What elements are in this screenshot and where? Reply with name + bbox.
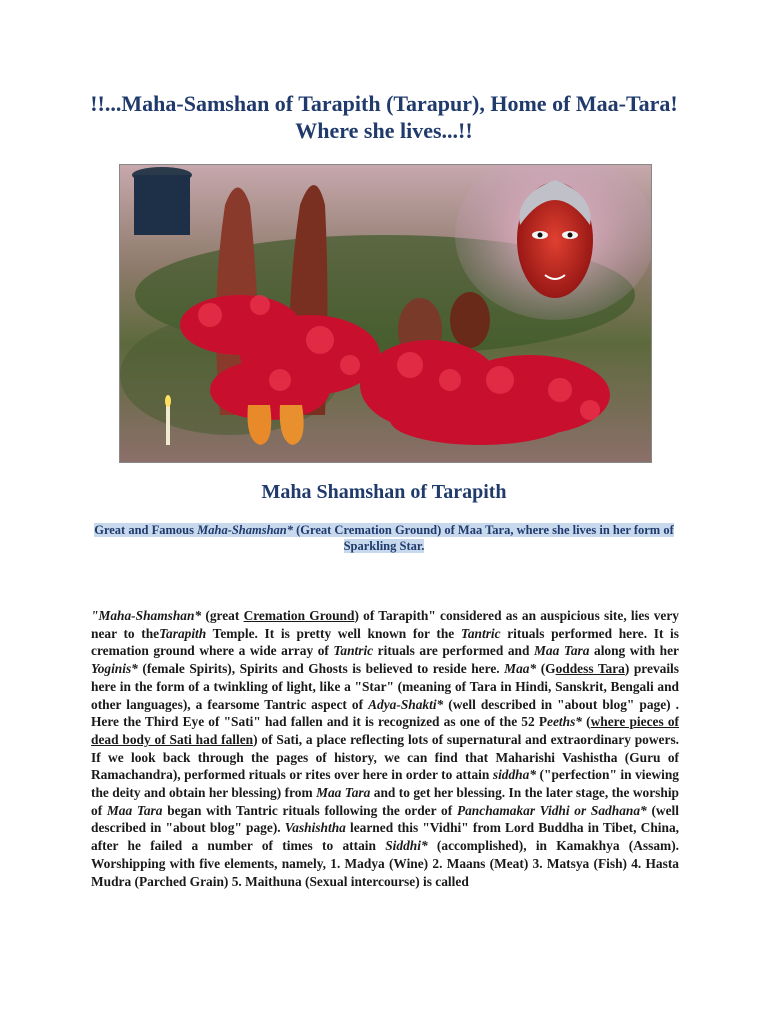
term-peeths: eeths* [547, 714, 582, 730]
term-tantric: Tantric [460, 625, 501, 641]
term-siddhi: Siddhi* [385, 838, 428, 854]
caption-text: Great and Famous [94, 523, 198, 537]
term-maha-shamshan: Maha-Shamshan* [98, 608, 202, 623]
caption-text: (Great Cremation Ground) of Maa Tara, where she lives in her form of Sparkling Star. [293, 523, 674, 553]
term-tantric: Tantric [333, 643, 374, 659]
text-run: rituals are performed and [373, 643, 535, 659]
text-run: ) prevails here in the form of a twinkling of light, like a "Star" (meaning of Tara in Hindi, Sanskrit, Bengali and other languages), a fearsome Tantric aspect of [91, 661, 679, 712]
term-adya-shakti: Adya-Shakti* [368, 696, 444, 712]
text-run: (accomplished), in Kamakhya (Assam). Worshipping with five elements, namely, 1. Madya (Wine) 2. Maans (Meat) 3. Matsya (Fish) 4. Hasta Mudra (Parched Grain) 5. Maithuna (Sexual intercourse) is called [91, 838, 679, 889]
caption-italic-term: Maha-Shamshan* [197, 523, 293, 537]
text-run: ) of Tarapith" considered as an auspicious site, lies very near to the [91, 608, 679, 641]
text-run: ("perfection" in viewing the deity and obtain her blessing) from [91, 767, 679, 801]
term-tarapith: Tarapith [159, 625, 207, 641]
quote-mark: " [91, 608, 99, 623]
underlined-sati-pieces: where pieces of dead body of Sati had fallen [91, 714, 680, 747]
image-subtitle: Maha Shamshan of Tarapith [261, 481, 507, 503]
term-vashishtha: Vashishtha [284, 820, 346, 836]
term-panchamakar: Panchamakar Vidhi or Sadhana* [456, 802, 647, 818]
text-run: (well described in "about blog" page). [91, 802, 679, 836]
underlined-cremation-ground: Cremation Ground [243, 608, 355, 623]
page-title: !!...Maha-Samshan of Tarapith (Tarapur), Home of Maa-Tara! Where she lives...!! [90, 91, 678, 143]
shrine-photo [119, 164, 652, 463]
shrine-illustration [120, 165, 651, 462]
term-maa: Maa* [504, 661, 537, 677]
text-run: Temple. It is pretty well known for the [206, 625, 461, 641]
term-maa-tara: Maa Tara [316, 785, 371, 801]
text-run: began with Tantric rituals following the order of [162, 802, 457, 818]
text-run: ) of Sati, a place reflecting lots of supernatural and extraordinary powers. If we look back through the pages of history, we can find that Maharishi Vashistha (Guru of Ramachandra), performed rituals or rites over here in order to attain [91, 731, 679, 783]
text-run: ( [582, 714, 591, 730]
text-run: along with her [589, 643, 680, 659]
image-caption [88, 522, 680, 554]
text-run: (G [536, 661, 556, 677]
text-run: (female Spirits), Spirits and Ghosts is believed to reside here. [137, 661, 505, 677]
term-siddha: siddha* [492, 767, 537, 783]
term-maa-tara: Maa Tara [106, 802, 163, 818]
term-yoginis: Yoginis* [91, 661, 138, 677]
text-run: rituals performed here. It is cremation ground where a wide array of [91, 625, 679, 659]
underlined-goddess-tara: oddess Tara [555, 661, 625, 677]
text-run: and to get her blessing. In the later stage, the worship of [91, 785, 679, 818]
text-run: (great [201, 608, 244, 623]
text-run: (well described in "about blog" page) . Here the Third Eye of "Sati" had fallen and it is recognized as one of the 52 P [91, 696, 679, 730]
term-maa-tara: Maa Tara [534, 643, 590, 659]
text-run: learned this "Vidhi" from Lord Buddha in Tibet, China, after he failed a number of times to attain [91, 820, 679, 854]
article-paragraph [91, 607, 679, 890]
